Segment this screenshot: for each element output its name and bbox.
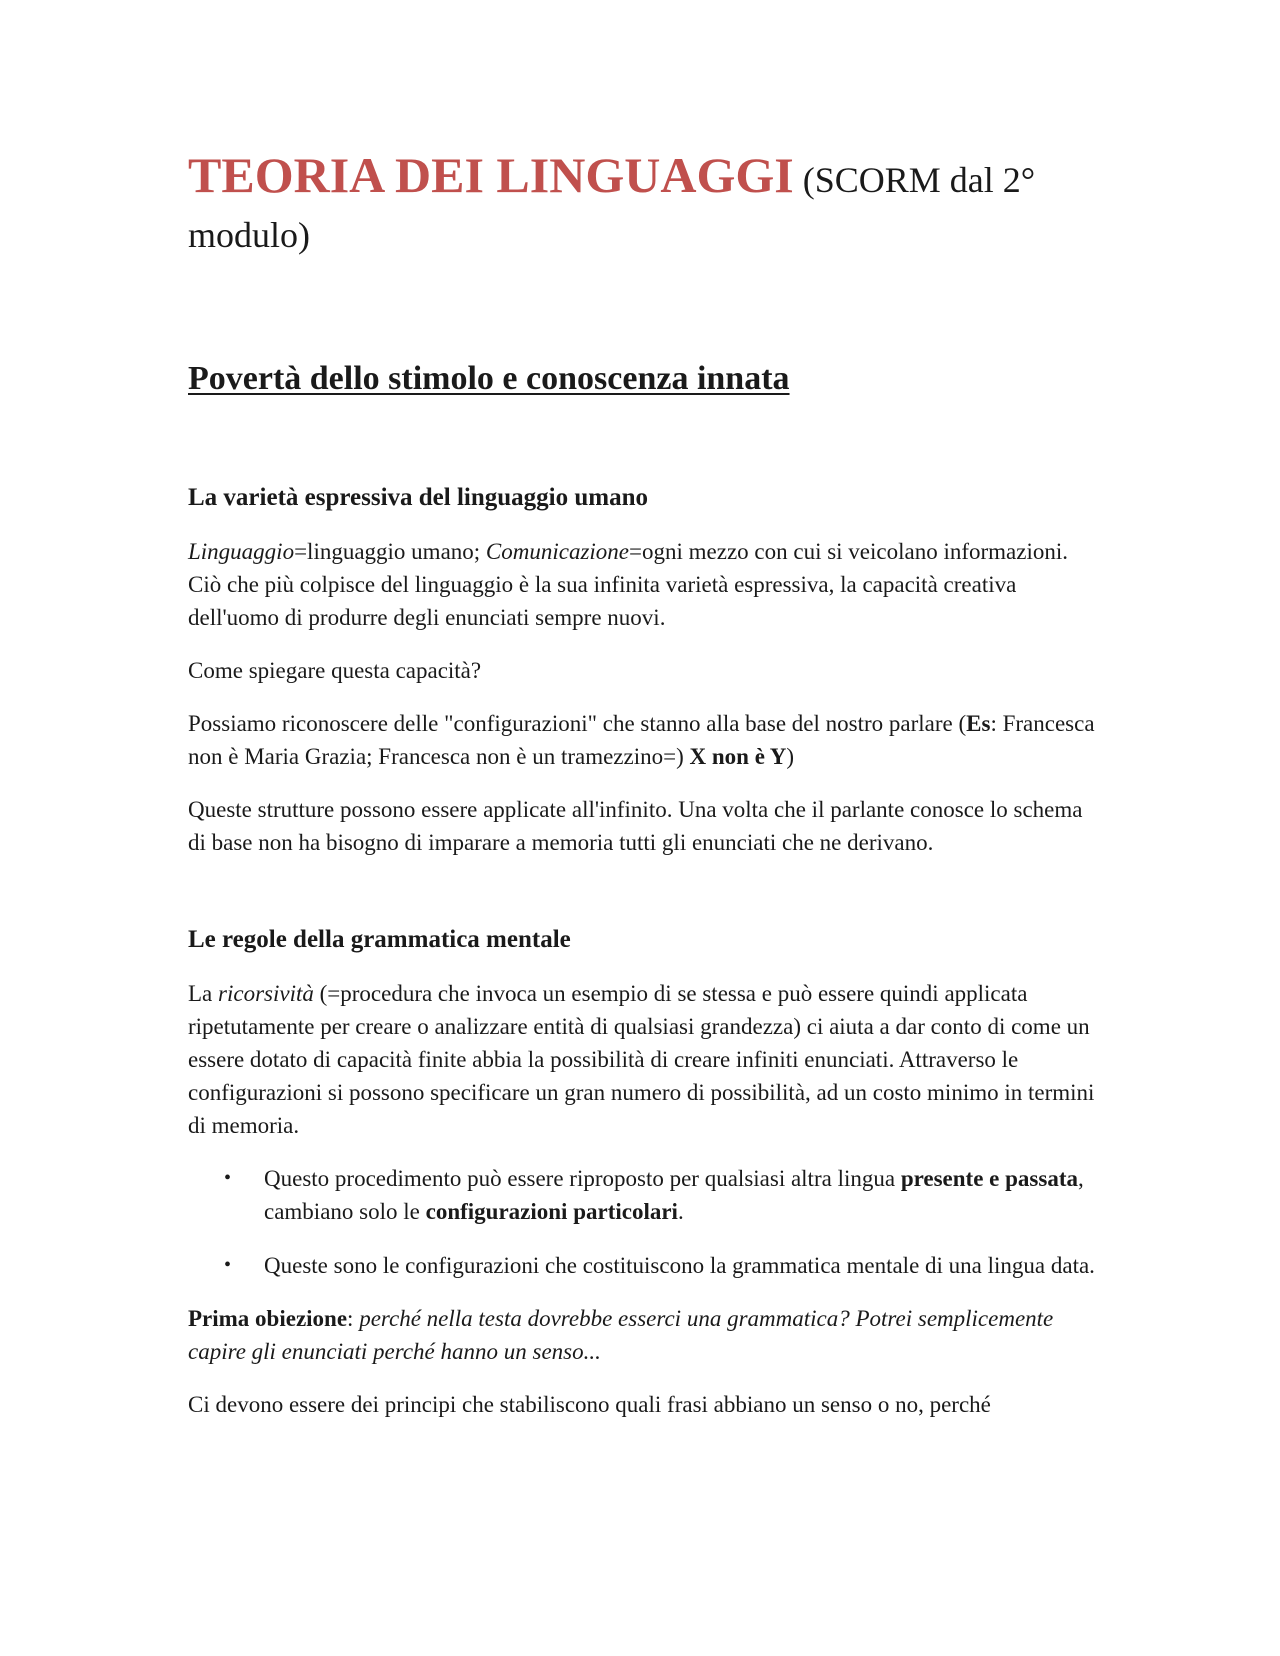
document-title-main: TEORIA DEI LINGUAGGI [188,147,794,203]
text-run: =ogni mezzo con cui si veicolano informazioni. Ciò che più colpisce del linguaggio è la sua infinita varietà espressiva, la capacità creativa dell'uomo di produrre degli enunciati sempre nuovi. [188,539,1069,630]
bold-prima-obiezione: Prima obiezione [188,1306,348,1331]
text-run: (=procedura che invoca un esempio di se stessa e può essere quindi applicata ripetutamente per creare o analizzare entità di qualsiasi grandezza) ci aiuta a dar conto di come un essere dotato di capacità finite abbia la possibilità di creare infiniti enunciati. Attraverso le configurazioni si possono specificare un gran numero di possibilità, ad un costo minimo in termini di memoria. [188,981,1095,1138]
document-content [188,148,1098,1421]
italic-obiezione: perché nella testa dovrebbe esserci una grammatica? Potrei semplicemente capire gli enunciati perché hanno un senso... [188,1306,1054,1364]
bold-configurazioni-particolari: configurazioni particolari [425,1199,678,1224]
paragraph-linguaggio-definizione [188,535,1098,634]
list-item [188,1162,1098,1228]
term-linguaggio: Linguaggio [188,539,295,564]
text-run: : Francesca non è Maria Grazia; Francesca non è un tramezzino=) [188,711,1095,769]
text-run: Questo procedimento può essere riproposto per qualsiasi altra lingua [264,1166,901,1191]
text-run: . [677,1199,684,1224]
document-title [188,148,1098,263]
text-run: ) [786,744,795,769]
text-run: , cambiano solo le [264,1166,1084,1224]
text-run: Possiamo riconoscere delle "configurazioni" che stanno alla base del nostro parlare ( [188,711,967,736]
paragraph-ricorsivita [188,977,1098,1142]
text-run: : [347,1306,360,1331]
paragraph-prima-obiezione [188,1302,1098,1368]
text-run: =linguaggio umano; [294,539,486,564]
bullet-icon: • [224,1254,232,1276]
subheading-grammatica-mentale: Le regole della grammatica mentale [188,926,571,953]
bold-x-non-e-y: X non è Y [689,744,787,769]
text-run: Queste sono le configurazioni che costituiscono la grammatica mentale di una lingua data. [264,1253,1095,1278]
list-item [188,1249,1098,1282]
document-title-sub: (SCORM dal 2° modulo) [188,160,1036,255]
bold-es: Es [966,711,991,736]
section-heading: Povertà dello stimolo e conoscenza innata [188,360,790,397]
text-run: La [188,981,219,1006]
term-ricorsivita: ricorsività [218,981,314,1006]
subheading-varieta-espressiva: La varietà espressiva del linguaggio umano [188,484,648,511]
paragraph-principi: Ci devono essere dei principi che stabiliscono quali frasi abbiano un senso o no, perché [188,1392,991,1417]
bullet-list [188,1162,1098,1282]
bullet-icon: • [224,1167,232,1189]
paragraph-domanda: Come spiegare questa capacità? [188,658,482,683]
bold-presente-passata: presente e passata [900,1166,1078,1191]
paragraph-configurazioni [188,707,1098,773]
term-comunicazione: Comunicazione [485,539,630,564]
paragraph-strutture: Queste strutture possono essere applicate all'infinito. Una volta che il parlante conosce lo schema di base non ha bisogno di imparare a memoria tutti gli enunciati che ne derivano. [188,797,1083,855]
